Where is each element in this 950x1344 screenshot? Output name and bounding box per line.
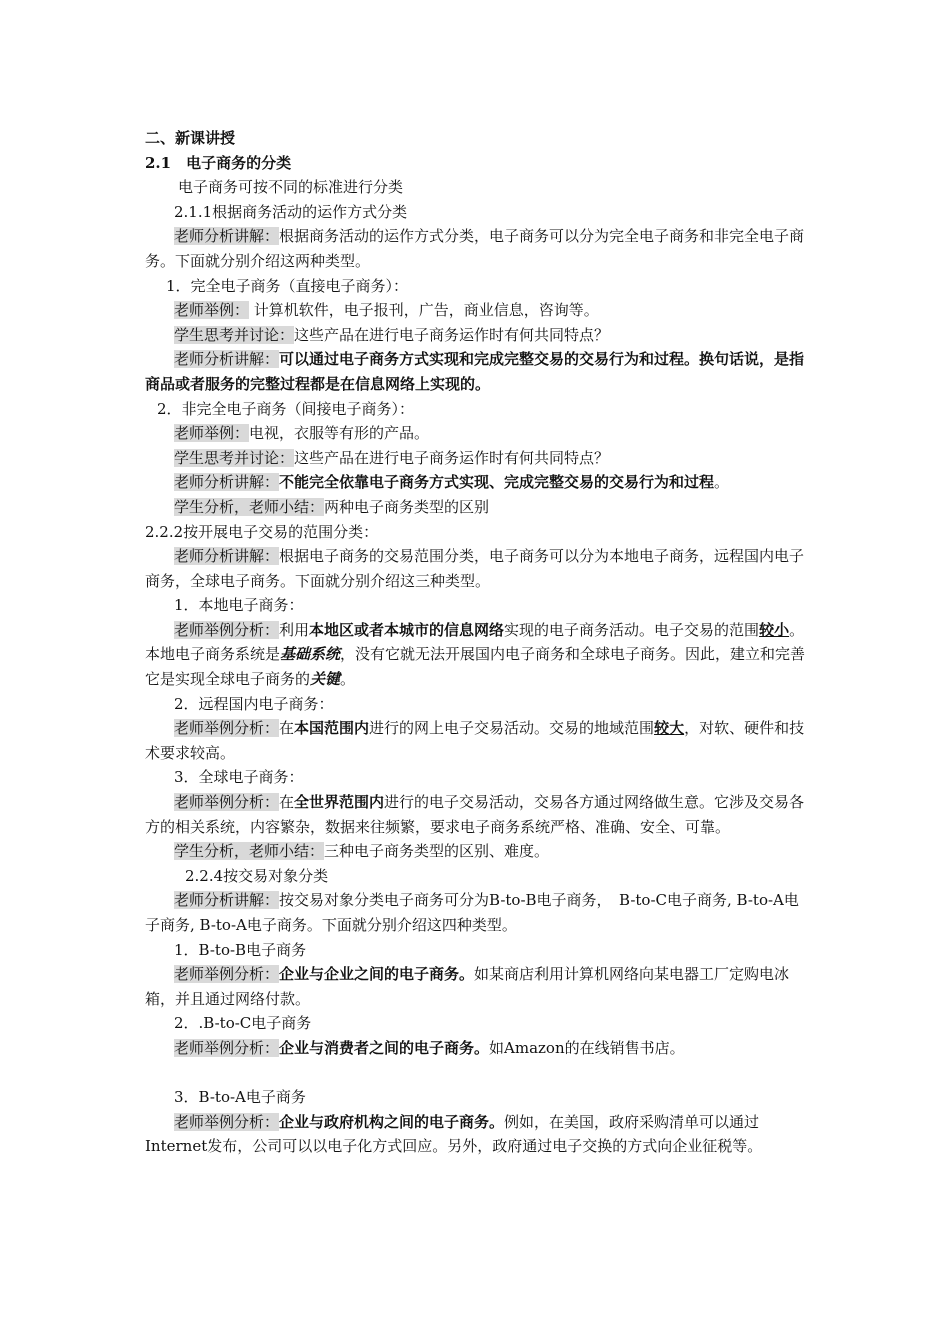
paragraph: 老师分析讲解：根据商务活动的运作方式分类，电子商务可以分为完全电子商务和非完全电子商务。下面就分别介绍这两种类型。 bbox=[145, 227, 805, 270]
list-heading: 2．非完全电子商务（间接电子商务）： bbox=[157, 399, 415, 418]
list-heading: 3．B-to-A电子商务 bbox=[174, 1088, 306, 1107]
role-label: 老师举例分析： bbox=[174, 965, 280, 984]
role-label: 学生分析，老师小结： bbox=[174, 842, 325, 861]
role-label: 老师分析讲解： bbox=[174, 473, 280, 492]
paragraph: 老师举例：电视，衣服等有形的产品。 bbox=[174, 424, 430, 443]
paragraph: 老师举例分析：企业与消费者之间的电子商务。如Amazon的在线销售书店。 bbox=[174, 1038, 685, 1057]
role-label: 老师举例： bbox=[174, 301, 250, 320]
list-heading: 1．本地电子商务： bbox=[174, 596, 304, 615]
paragraph: 电子商务可按不同的标准进行分类 bbox=[178, 178, 404, 197]
list-heading: 1．B-to-B电子商务 bbox=[174, 940, 307, 959]
subsection-heading: 2.1 电子商务的分类 bbox=[145, 153, 292, 172]
subheading: 2.2.4按交易对象分类 bbox=[185, 866, 329, 885]
subheading: 2.2.2按开展电子交易的范围分类： bbox=[145, 522, 379, 541]
document-body bbox=[145, 126, 810, 1159]
role-label: 学生思考并讨论： bbox=[174, 448, 295, 467]
paragraph: 学生思考并讨论：这些产品在进行电子商务运作时有何共同特点？ bbox=[174, 325, 610, 344]
paragraph: 学生分析，老师小结：三种电子商务类型的区别、难度。 bbox=[174, 842, 550, 861]
role-label: 老师举例： bbox=[174, 424, 250, 443]
list-heading: 1．完全电子商务（直接电子商务）： bbox=[166, 276, 409, 295]
role-label: 老师举例分析： bbox=[174, 1038, 280, 1057]
role-label: 老师举例分析： bbox=[174, 1112, 280, 1131]
blank-line bbox=[145, 1061, 810, 1086]
role-label: 老师分析讲解： bbox=[174, 227, 280, 246]
section-heading: 二、新课讲授 bbox=[145, 129, 236, 147]
paragraph: 老师举例分析：企业与企业之间的电子商务。如某商店利用计算机网络向某电器工厂定购电冰箱，并且通过网络付款。 bbox=[145, 965, 790, 1008]
subheading: 2.1.1根据商务活动的运作方式分类 bbox=[174, 202, 408, 221]
role-label: 老师分析讲解： bbox=[174, 350, 280, 369]
role-label: 老师分析讲解： bbox=[174, 547, 280, 566]
list-heading: 2．.B-to-C电子商务 bbox=[174, 1014, 312, 1033]
paragraph: 老师分析讲解：不能完全依靠电子商务方式实现、完成完整交易的交易行为和过程。 bbox=[174, 473, 730, 492]
paragraph: 老师分析讲解：按交易对象分类电子商务可分为B-to-B电子商务， B-to-C电子商务, B-to-A电子商务, B-to-A电子商务。下面就分别介绍这四种类型。 bbox=[145, 891, 799, 934]
role-label: 学生分析，老师小结： bbox=[174, 497, 325, 516]
role-label: 老师举例分析： bbox=[174, 719, 280, 738]
paragraph: 老师举例分析：在本国范围内进行的网上电子交易活动。交易的地域范围较大，对软、硬件和技术要求较高。 bbox=[145, 719, 805, 762]
paragraph: 老师举例： 计算机软件，电子报刊，广告，商业信息，咨询等。 bbox=[174, 301, 599, 320]
paragraph: 老师分析讲解：根据电子商务的交易范围分类，电子商务可以分为本地电子商务，远程国内电子商务，全球电子商务。下面就分别介绍这三种类型。 bbox=[145, 547, 805, 590]
list-heading: 2．远程国内电子商务： bbox=[174, 694, 334, 713]
role-label: 学生思考并讨论： bbox=[174, 325, 295, 344]
paragraph: 老师举例分析：企业与政府机构之间的电子商务。例如，在美国，政府采购清单可以通过Internet发布，公司可以以电子化方式回应。另外，政府通过电子交换的方式向企业征税等。 bbox=[145, 1112, 763, 1156]
role-label: 老师举例分析： bbox=[174, 793, 280, 812]
paragraph: 学生思考并讨论：这些产品在进行电子商务运作时有何共同特点？ bbox=[174, 448, 610, 467]
role-label: 老师举例分析： bbox=[174, 620, 280, 639]
role-label: 老师分析讲解： bbox=[174, 891, 280, 910]
paragraph: 老师分析讲解：可以通过电子商务方式实现和完成完整交易的交易行为和过程。换句话说，是指商品或者服务的完整过程都是在信息网络上实现的。 bbox=[145, 350, 805, 393]
list-heading: 3．全球电子商务： bbox=[174, 768, 304, 787]
paragraph: 学生分析，老师小结：两种电子商务类型的区别 bbox=[174, 497, 490, 516]
paragraph: 老师举例分析：利用本地区或者本城市的信息网络实现的电子商务活动。电子交易的范围较小。本地电子商务系统是基础系统，没有它就无法开展国内电子商务和全球电子商务。因此，建立和完善它是实现全球电子商务的关键。 bbox=[145, 620, 806, 689]
paragraph: 老师举例分析：在全世界范围内进行的电子交易活动，交易各方通过网络做生意。它涉及交易各方的相关系统，内容繁杂，数据来往频繁，要求电子商务系统严格、准确、安全、可靠。 bbox=[145, 793, 805, 836]
